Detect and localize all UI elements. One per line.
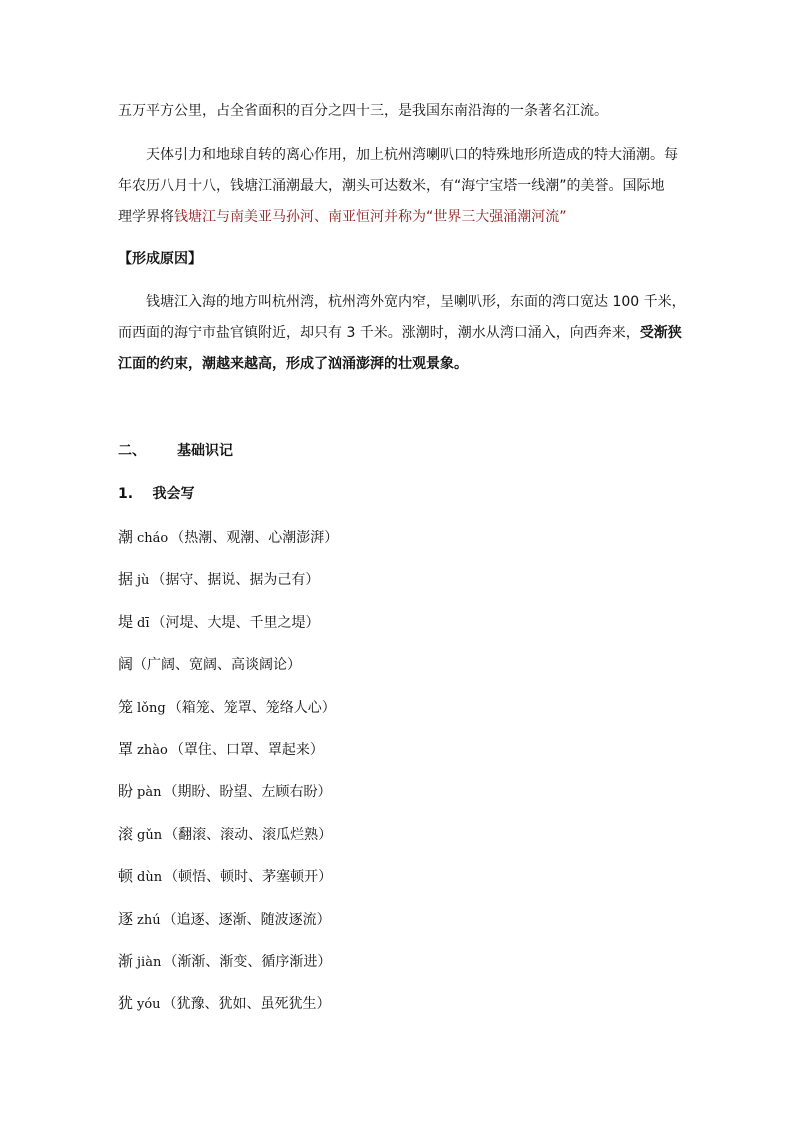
vocab-char: 笼 xyxy=(118,697,134,716)
vocab-item xyxy=(118,697,336,719)
vocab-words: （据守、据说、据为己有） xyxy=(151,572,320,589)
vocab-words: （广阔、宽阔、高谈阔论） xyxy=(133,657,302,674)
vocab-char: 顿 xyxy=(118,867,134,886)
vocab-words: （翻滚、滚动、滚瓜烂熟） xyxy=(164,826,333,843)
vocab-words: （追逐、逐渐、随波逐流） xyxy=(162,911,331,928)
vocab-words: （河堤、大堤、千里之堤） xyxy=(151,614,320,631)
vocab-item xyxy=(118,527,338,549)
vocab-words: （罩住、口罩、罩起来） xyxy=(169,742,324,758)
vocab-pinyin: lǒng xyxy=(137,700,166,716)
vocab-item xyxy=(118,866,332,888)
vocab-char: 阔 xyxy=(118,655,134,674)
vocab-pinyin: dī xyxy=(137,615,150,631)
vocab-pinyin: jù xyxy=(137,573,150,589)
vocab-char: 潮 xyxy=(118,528,134,546)
vocab-pinyin: zhú xyxy=(137,912,161,928)
intro-line-3: 年农历八月十八，钱塘江涌潮最大，潮头可达数米，有“海宁宝塔一线潮”的美誉。国际地 xyxy=(118,178,665,194)
vocab-words: （热潮、观潮、心潮澎湃） xyxy=(170,530,339,546)
formation-heading: 【形成原因】 xyxy=(118,251,202,267)
intro-line-1: 五万平方公里，占全省面积的百分之四十三，是我国东南沿海的一条著名江流。 xyxy=(118,103,608,119)
vocab-char: 堤 xyxy=(118,612,134,631)
section-title: 基础识记 xyxy=(177,443,233,459)
formation-line-2-normal: 而西面的海宁市盐官镇附近，却只有 3 千米。涨潮时，潮水从湾口涌入，向西奔来， xyxy=(118,325,640,341)
subsection-label: 1. 我会写 xyxy=(118,486,195,502)
formation-line-1: 钱塘江入海的地方叫杭州湾，杭州湾外宽内窄，呈喇叭形，东面的湾口宽达 100 千米， xyxy=(146,294,686,310)
vocab-words: （箱笼、笼罩、笼络人心） xyxy=(167,699,336,716)
vocab-item xyxy=(118,824,332,846)
vocab-pinyin: dùn xyxy=(137,870,163,886)
vocab-char: 盼 xyxy=(118,782,134,801)
vocab-pinyin: zhào xyxy=(137,743,168,758)
formation-line-2-bold: 受渐狭 xyxy=(639,325,682,341)
vocab-item xyxy=(118,781,331,803)
vocab-item xyxy=(118,993,331,1015)
intro-line-4-highlight: 钱塘江与南美亚马孙河、南亚恒河并称为“世界三大强涌潮河流” xyxy=(174,209,567,225)
vocab-pinyin: cháo xyxy=(137,531,169,546)
formation-line-2 xyxy=(118,323,682,343)
intro-line-4 xyxy=(118,207,567,227)
vocab-item xyxy=(118,612,320,634)
vocab-pinyin: pàn xyxy=(137,785,162,801)
section-number: 二、 xyxy=(118,443,146,459)
vocab-words: （顿悟、顿时、茅塞顿开） xyxy=(164,869,333,886)
formation-line-3: 江面的约束，潮越来越高，形成了汹涌澎湃的壮观景象。 xyxy=(118,356,468,372)
vocab-char: 渐 xyxy=(118,952,134,970)
intro-line-2: 天体引力和地球自转的离心作用，加上杭州湾喇叭口的特殊地形所造成的特大涌潮。每 xyxy=(146,147,678,163)
vocab-char: 逐 xyxy=(118,909,134,928)
vocab-words: （渐渐、渐变、循序渐进） xyxy=(163,954,332,970)
intro-line-4-prefix: 理学界将 xyxy=(118,209,174,225)
vocab-item xyxy=(118,951,331,973)
vocab-item xyxy=(118,739,324,761)
vocab-item xyxy=(118,654,301,675)
vocab-words: （期盼、盼望、左顾右盼） xyxy=(163,784,332,801)
vocab-item xyxy=(118,569,319,591)
vocab-pinyin: jiàn xyxy=(137,955,162,970)
vocab-pinyin: gǔn xyxy=(137,827,163,843)
vocab-char: 据 xyxy=(118,570,134,589)
vocab-char: 罩 xyxy=(118,740,134,758)
vocab-words: （犹豫、犹如、虽死犹生） xyxy=(162,996,331,1013)
vocab-char: 犹 xyxy=(118,994,134,1013)
vocab-item xyxy=(118,909,331,931)
vocab-char: 滚 xyxy=(118,824,134,843)
vocab-pinyin: yóu xyxy=(137,997,161,1013)
